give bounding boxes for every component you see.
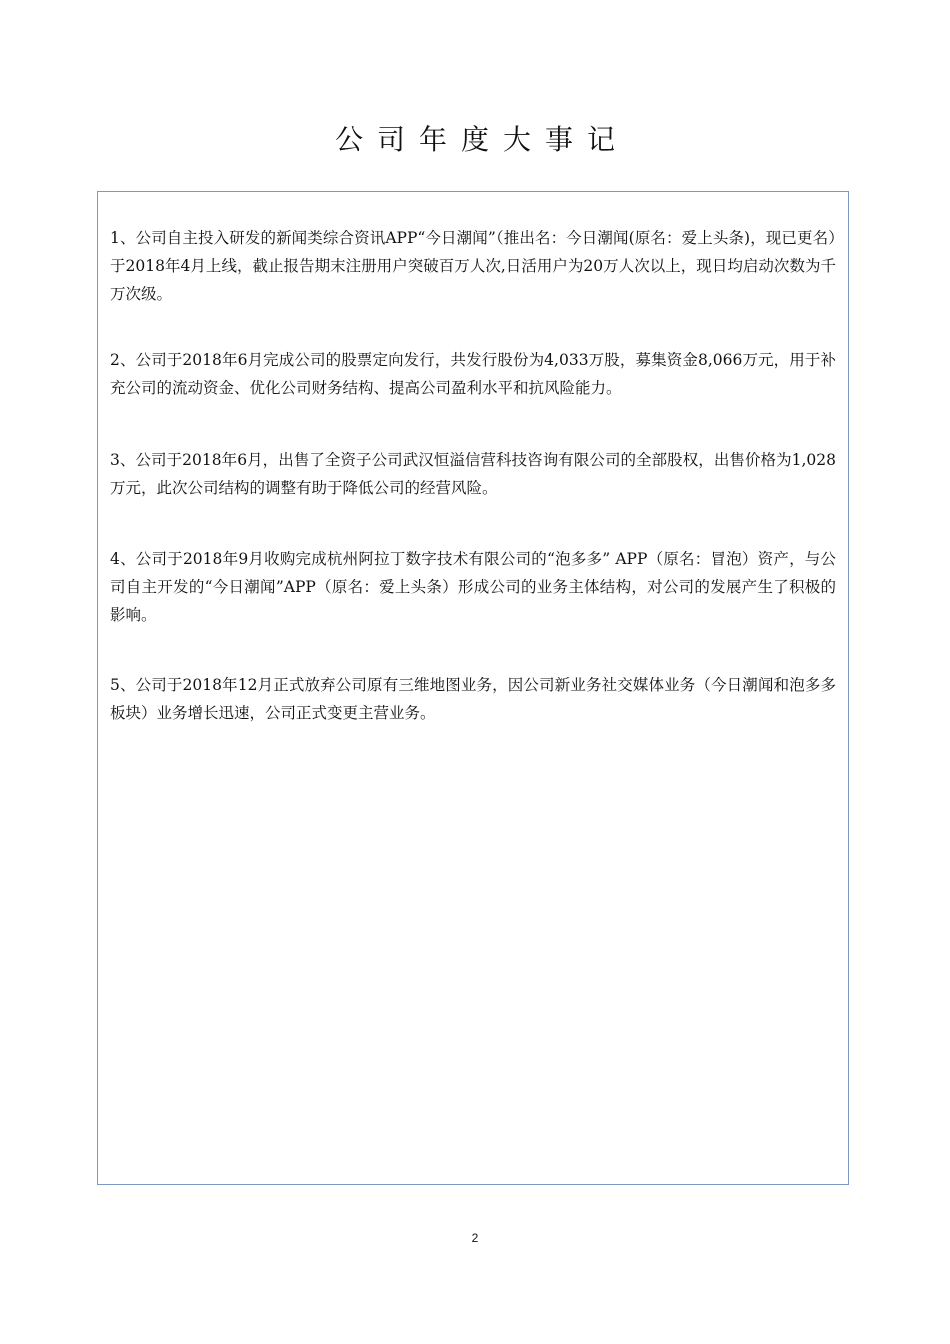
events-box xyxy=(97,191,849,1185)
event-item-2: 2、公司于2018年6月完成公司的股票定向发行，共发行股份为4,033万股，募集资金8,066万元，用于补充公司的流动资金、优化公司财务结构、提高公司盈利水平和抗风险能力。 xyxy=(110,351,836,397)
page-title: 公司年度大事记 xyxy=(334,123,629,156)
event-item-4: 4、公司于2018年9月收购完成杭州阿拉丁数字技术有限公司的“泡多多” APP（原名：冒泡）资产，与公司自主开发的“今日潮闻”APP（原名：爱上头条）形成公司的业务主体结构，对公司的发展产生了积极的影响。 xyxy=(110,550,836,624)
page-number: 2 xyxy=(471,1231,479,1245)
event-item-3: 3、公司于2018年6月，出售了全资子公司武汉恒溢信营科技咨询有限公司的全部股权，出售价格为1,028万元，此次公司结构的调整有助于降低公司的经营风险。 xyxy=(110,451,836,497)
event-item-1: 1、公司自主投入研发的新闻类综合资讯APP“今日潮闻”（推出名：今日潮闻(原名：爱上头条)，现已更名）于2018年4月上线，截止报告期末注册用户突破百万人次,日活用户为20万人次以上，现日均启动次数为千万次级。 xyxy=(110,229,836,303)
event-item-5: 5、公司于2018年12月正式放弃公司原有三维地图业务，因公司新业务社交媒体业务（今日潮闻和泡多多板块）业务增长迅速，公司正式变更主营业务。 xyxy=(110,676,836,722)
